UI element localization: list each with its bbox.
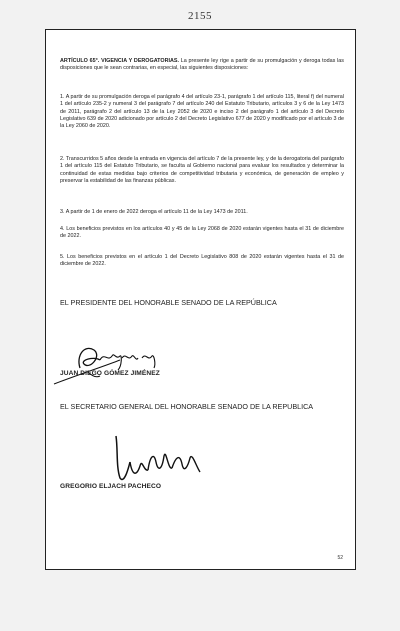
secretary-name: GREGORIO ELJACH PACHECO	[60, 483, 162, 490]
page-number: 2155	[188, 10, 212, 22]
sheet-number: 52	[337, 555, 343, 561]
article-item-2: 2. Transcurridos 5 años desde la entrada en vigencia del artículo 7 de la presente ley, y de la derogatoria del parágrafo 1 del artículo 115 del Estatuto Tributario, se faculta al Gobierno nacional para evaluar los resultados y determinar la continuidad de estas medidas bajo criterios de competitividad tributaria y económica, de generación de empleo y preservar la estabilidad de las finanzas públicas.	[60, 156, 344, 184]
article-item-5: 5. Los beneficios previstos en el artículo 1 del Decreto Legislativo 808 de 2020 estarán vigentes hasta el 31 de diciembre de 2022.	[60, 254, 344, 268]
secretary-role: EL SECRETARIO GENERAL DEL HONORABLE SENADO DE LA REPUBLICA	[60, 402, 314, 411]
article-intro-paragraph	[60, 58, 344, 73]
article-item-3: 3. A partir de 1 de enero de 2022 deroga el artículo 11 de la Ley 1473 de 2011.	[60, 209, 248, 215]
article-item-4: 4. Los beneficios previstos en los artículos 40 y 45 de la Ley 2068 de 2020 estarán vigentes hasta el 31 de diciembre de 2022.	[60, 226, 344, 240]
article-title: ARTÍCULO 65°. VIGENCIA Y DEROGATORIAS.	[60, 58, 179, 64]
secretary-signature	[106, 426, 216, 486]
president-name: JUAN DIEGO GÓMEZ JIMÉNEZ	[60, 370, 160, 377]
president-signature	[50, 326, 170, 386]
article-item-1: 1. A partir de su promulgación deroga el parágrafo 4 del artículo 23-1, parágrafo 1 del artículo 115, literal f) del numeral 1 del artículo 235-2 y numeral 3 del parágrafo 7 del artículo 240 del Estatuto Tributario, artículos 3 y 6 de la Ley 1473 de 2011, parágrafo 2 del artículo 13 de la Ley 2052 de 2020 e inciso 2 del parágrafo 1 del artículo 3 del Decreto Legislativo 639 de 2020 adicionado por artículo 2 del Decreto Legislativo 677 de 2020 y modificado por el artículo 3 de la Ley 2060 de 2020.	[60, 94, 344, 130]
president-role: EL PRESIDENTE DEL HONORABLE SENADO DE LA REPÚBLICA	[60, 298, 277, 307]
article-intro: La presente ley rige a partir de su promulgación y deroga todas las disposiciones que le sean contrarias, en especial, las siguientes disposiciones:	[60, 58, 344, 72]
document-page	[45, 29, 356, 570]
